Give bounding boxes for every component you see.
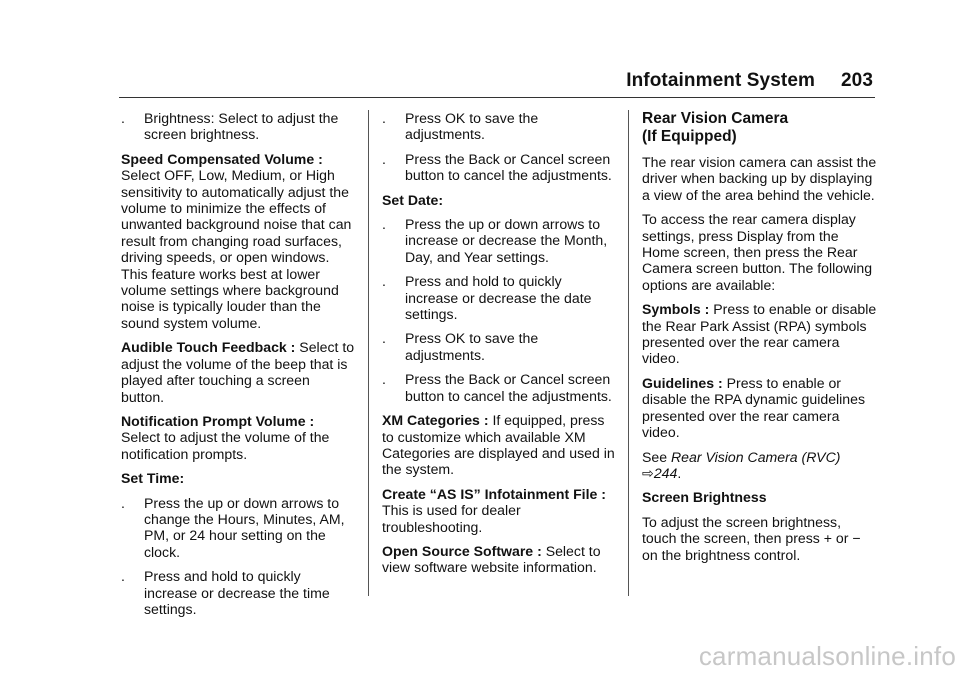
page-header bbox=[626, 70, 873, 92]
audible-feedback-label: Audible Touch Feedback : bbox=[121, 339, 296, 356]
audible-feedback-paragraph bbox=[121, 339, 355, 405]
list-item bbox=[121, 568, 355, 617]
rvc-intro: The rear vision camera can assist the driver when backing up by displaying a view of the area behind the vehicle. bbox=[642, 154, 877, 203]
bullet: . bbox=[121, 494, 125, 511]
date-bullet: Press and hold to quickly increase or decrease the date settings. bbox=[405, 273, 592, 323]
list-item bbox=[382, 216, 618, 265]
save-bullet: Press OK to save the adjustments. bbox=[405, 110, 539, 143]
guidelines-text: Press to enable or disable the RPA dynamic guidelines presented over the rear camera video. bbox=[642, 374, 866, 441]
bullet: . bbox=[121, 110, 125, 126]
column-divider bbox=[628, 110, 629, 596]
set-date-heading: Set Date: bbox=[382, 191, 444, 208]
as-is-file-paragraph bbox=[382, 486, 618, 535]
notification-volume-text: Select to adjust the volume of the notification prompts. bbox=[121, 429, 330, 462]
see-reference: See Rear Vision Camera (RVC) ⇨244. bbox=[642, 448, 841, 481]
xm-categories-text: If equipped, press to customize which available XM Categories are displayed and used in the system. bbox=[382, 412, 615, 478]
open-source-paragraph bbox=[382, 543, 618, 576]
bullet: . bbox=[382, 273, 386, 290]
bullet: . bbox=[382, 216, 386, 233]
screen-brightness-heading: Screen Brightness bbox=[642, 489, 767, 506]
notification-volume-label: Notification Prompt Volume : bbox=[121, 412, 315, 429]
column-middle bbox=[382, 110, 618, 584]
cross-reference-page[interactable]: 244 bbox=[653, 464, 678, 481]
speed-volume-label: Speed Compensated Volume : bbox=[121, 150, 323, 167]
heading-line-1: Rear Vision Camera bbox=[642, 110, 789, 127]
cancel-bullet: Press the Back or Cancel screen button to cancel the adjustments. bbox=[405, 150, 612, 184]
list-item bbox=[382, 330, 618, 363]
symbols-paragraph bbox=[642, 301, 878, 367]
set-time-heading: Set Time: bbox=[121, 470, 185, 487]
date-bullet: Press OK to save the adjustments. bbox=[405, 330, 539, 363]
bullet: . bbox=[382, 371, 386, 388]
symbols-text: Press to enable or disable the Rear Park Assist (RPA) symbols presented over the rear camera video. bbox=[642, 301, 877, 367]
list-item bbox=[382, 151, 618, 184]
page-number: 203 bbox=[840, 70, 873, 91]
date-bullet: Press the up or down arrows to increase or decrease the Month, Day, and Year settings. bbox=[405, 216, 608, 265]
section-title: Infotainment System bbox=[626, 70, 815, 91]
list-item bbox=[382, 110, 618, 143]
header-rule bbox=[119, 97, 875, 98]
list-item bbox=[121, 110, 355, 143]
heading-line-2: (If Equipped) bbox=[642, 128, 737, 145]
time-bullet: Press and hold to quickly increase or decrease the time settings. bbox=[144, 568, 330, 617]
rvc-access: To access the rear camera display settings, press Display from the Home screen, then press the Rear Camera screen button. The following options are available: bbox=[642, 211, 873, 293]
column-left bbox=[121, 110, 355, 625]
guidelines-paragraph bbox=[642, 375, 878, 441]
as-is-file-label: Create “AS IS” Infotainment File : bbox=[382, 485, 606, 502]
date-bullet: Press the Back or Cancel screen button to cancel the adjustments. bbox=[405, 371, 612, 404]
open-source-label: Open Source Software : bbox=[382, 542, 542, 559]
guidelines-label: Guidelines : bbox=[642, 374, 723, 391]
list-item bbox=[382, 371, 618, 404]
see-word: See bbox=[642, 448, 668, 465]
bullet: . bbox=[382, 330, 386, 347]
xm-categories-paragraph bbox=[382, 412, 618, 478]
audible-feedback-text: Select to adjust the volume of the beep that is played after touching a screen button. bbox=[121, 339, 355, 405]
watermark: carmanualsonline.info bbox=[698, 641, 956, 671]
cross-reference-link[interactable]: Rear Vision Camera (RVC) bbox=[671, 448, 841, 465]
as-is-file-text: This is used for dealer troubleshooting. bbox=[382, 502, 521, 535]
bullet: . bbox=[382, 110, 386, 126]
column-right bbox=[642, 110, 878, 571]
brightness-item: Brightness: Select to adjust the screen brightness. bbox=[144, 110, 339, 143]
list-item bbox=[121, 495, 355, 561]
bullet: . bbox=[121, 568, 125, 585]
rear-vision-heading bbox=[642, 110, 878, 146]
xm-categories-label: XM Categories : bbox=[382, 412, 489, 429]
speed-volume-text: Select OFF, Low, Medium, or High sensitivity to automatically adjust the volume to minimize the effects of unwanted background noise that can result from changing road surfaces, driving speeds, or open windows. This feature works best at lower volume settings where background noise is typically louder than the sound system volume. bbox=[121, 167, 352, 331]
list-item bbox=[382, 273, 618, 322]
speed-volume-paragraph bbox=[121, 151, 355, 331]
column-divider bbox=[368, 110, 369, 596]
screen-brightness-text: To adjust the screen brightness, touch the screen, then press + or − on the brightness control. bbox=[642, 513, 861, 563]
bullet: . bbox=[382, 150, 386, 167]
page-ref-arrow-icon: ⇨ bbox=[642, 464, 654, 481]
notification-volume-paragraph bbox=[121, 413, 355, 462]
symbols-label: Symbols : bbox=[642, 301, 710, 318]
time-bullet: Press the up or down arrows to change the Hours, Minutes, AM, PM, or 24 hour setting on the clock. bbox=[144, 494, 345, 560]
open-source-text: Select to view software website information. bbox=[382, 542, 601, 576]
